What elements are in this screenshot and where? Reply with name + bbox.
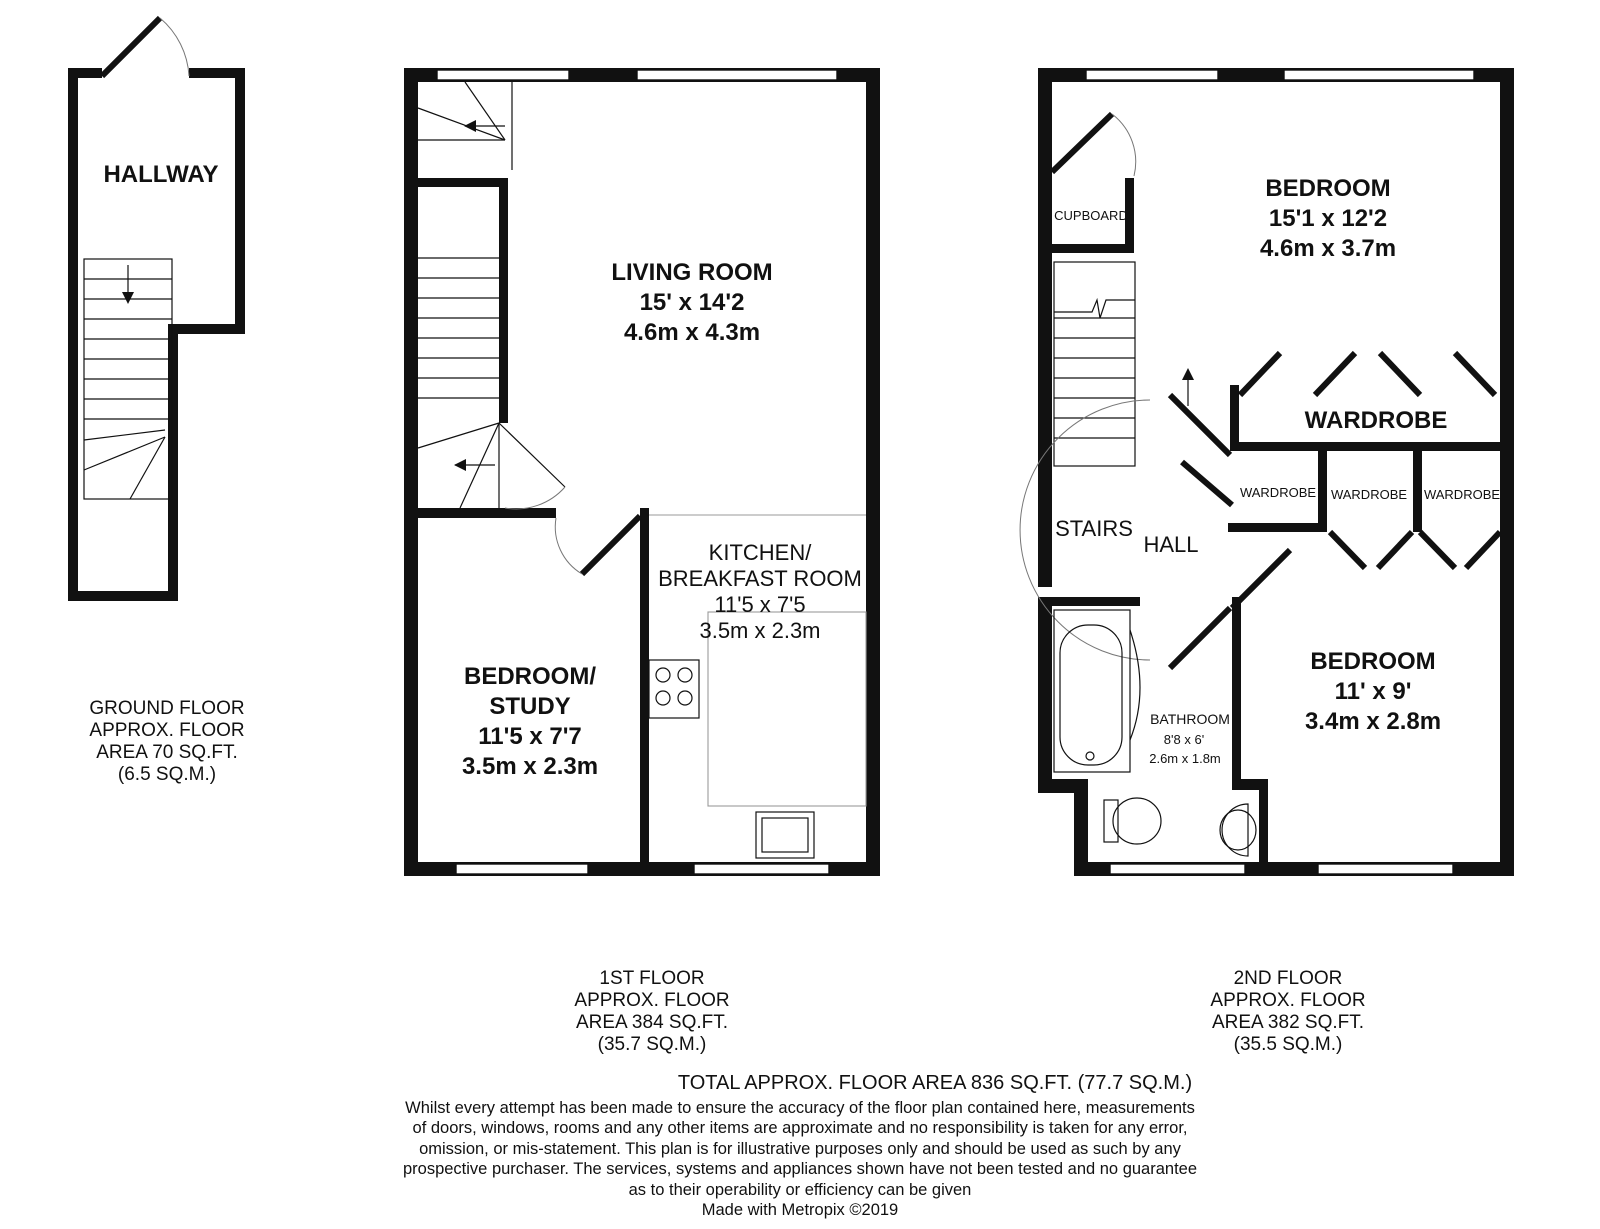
wardrobe-doors xyxy=(1240,353,1500,568)
caption-line: 1ST FLOOR xyxy=(599,968,705,989)
disclaimer xyxy=(0,1098,1600,1220)
kitchen-dim-ft: 11'5 x 7'5 xyxy=(714,592,806,617)
stairs-arrow-icon xyxy=(464,120,476,132)
disclaimer-line: omission, or mis-statement. This plan is for illustrative purposes only and should be used as such by any xyxy=(419,1139,1181,1158)
wardrobe-label: WARDROBE xyxy=(1423,487,1501,502)
stairs-label: STAIRS xyxy=(1055,516,1133,541)
ground-floor-plan xyxy=(68,18,245,601)
caption-line: (35.7 SQ.M.) xyxy=(597,1034,707,1055)
window xyxy=(456,864,588,874)
living-room-name: LIVING ROOM xyxy=(611,259,773,286)
kitchen-name-1: KITCHEN/ xyxy=(708,540,812,565)
hallway-label: HALLWAY xyxy=(103,161,219,188)
stairs-arrow-icon xyxy=(454,459,466,471)
living-room-dim-ft: 15' x 14'2 xyxy=(639,289,745,316)
basin-icon xyxy=(1220,804,1256,856)
hall-door xyxy=(1170,395,1230,455)
first-floor-stairs-lower xyxy=(418,258,565,509)
caption-line: APPROX. FLOOR xyxy=(1210,990,1366,1011)
caption-line: 2ND FLOOR xyxy=(1233,968,1343,989)
living-room-dim-m: 4.6m x 4.3m xyxy=(623,319,761,346)
caption-line: GROUND FLOOR xyxy=(89,698,245,719)
bathroom-dim-ft: 8'8 x 6' xyxy=(1163,732,1205,747)
study-name-1: BEDROOM/ xyxy=(464,663,596,690)
kitchen-name-2: BREAKFAST ROOM xyxy=(658,566,862,591)
disclaimer-line: of doors, windows, rooms and any other items are approximate and no responsibility is taken for any error, xyxy=(412,1119,1188,1138)
wardrobe-label: WARDROBE xyxy=(1330,487,1408,502)
window xyxy=(1110,864,1245,874)
disclaimer-line: Whilst every attempt has been made to ensure the accuracy of the floor plan contained here, measurements xyxy=(405,1099,1195,1117)
study-dim-ft: 11'5 x 7'7 xyxy=(478,723,582,750)
window xyxy=(1284,70,1474,80)
cupboard-door xyxy=(1052,114,1112,172)
wardrobe-door xyxy=(1182,462,1232,505)
kitchen-dim-m: 3.5m x 2.3m xyxy=(699,618,821,643)
disclaimer-line: prospective purchaser. The services, systems and appliances shown have not been tested and no guarantee xyxy=(402,1160,1198,1179)
second-floor-caption xyxy=(1210,968,1365,1056)
cupboard-label: CUPBOARD xyxy=(1054,208,1128,223)
bedroom-2-dim-ft: 11' x 9' xyxy=(1334,678,1412,705)
bedroom-1-dim-m: 4.6m x 3.7m xyxy=(1259,235,1397,262)
stairs-arrow-icon xyxy=(122,292,134,304)
caption-line: (6.5 SQ.M.) xyxy=(117,764,217,785)
window xyxy=(637,70,837,80)
window xyxy=(1086,70,1218,80)
entrance-door xyxy=(102,18,160,76)
bedroom-1-name: BEDROOM xyxy=(1265,175,1391,202)
first-floor-stairs-upper xyxy=(418,82,512,170)
total-floor-area: TOTAL APPROX. FLOOR AREA 836 SQ.FT. (77.7 SQ.M.) xyxy=(677,1072,1193,1094)
sink-icon xyxy=(756,812,814,858)
ground-stairs xyxy=(84,259,172,499)
credit: Made with Metropix ©2019 xyxy=(701,1201,899,1220)
stairs-arrow-icon xyxy=(1182,368,1194,380)
study-dim-m: 3.5m x 2.3m xyxy=(461,753,599,780)
study-door xyxy=(582,516,640,574)
second-floor-stairs xyxy=(1054,262,1194,466)
window xyxy=(437,70,569,80)
hob-icon xyxy=(649,660,699,718)
caption-line: AREA 382 SQ.FT. xyxy=(1211,1012,1365,1033)
window xyxy=(694,864,829,874)
toilet-icon xyxy=(1104,798,1161,844)
caption-line: APPROX. FLOOR xyxy=(574,990,730,1011)
bathroom-dim-m: 2.6m x 1.8m xyxy=(1149,751,1221,766)
caption-line: AREA 70 SQ.FT. xyxy=(96,742,238,763)
bedroom-2-name: BEDROOM xyxy=(1310,648,1436,675)
first-floor-caption xyxy=(574,968,729,1056)
ground-floor-caption xyxy=(89,698,244,786)
bedroom-1-dim-ft: 15'1 x 12'2 xyxy=(1268,205,1388,232)
hall-label: HALL xyxy=(1143,532,1199,557)
caption-line: APPROX. FLOOR xyxy=(89,720,245,741)
bedroom-2-dim-m: 3.4m x 2.8m xyxy=(1304,708,1442,735)
bath-icon xyxy=(1054,610,1140,772)
wardrobe-label: WARDROBE xyxy=(1239,485,1317,500)
caption-line: AREA 384 SQ.FT. xyxy=(575,1012,729,1033)
wardrobe-main-label: WARDROBE xyxy=(1304,407,1448,434)
study-name-2: STUDY xyxy=(489,693,571,720)
window xyxy=(1318,864,1453,874)
bathroom-name: BATHROOM xyxy=(1150,711,1230,727)
disclaimer-line: as to their operability or efficiency can be given xyxy=(628,1180,972,1199)
caption-line: (35.5 SQ.M.) xyxy=(1233,1034,1343,1055)
hall-door xyxy=(1170,608,1230,668)
